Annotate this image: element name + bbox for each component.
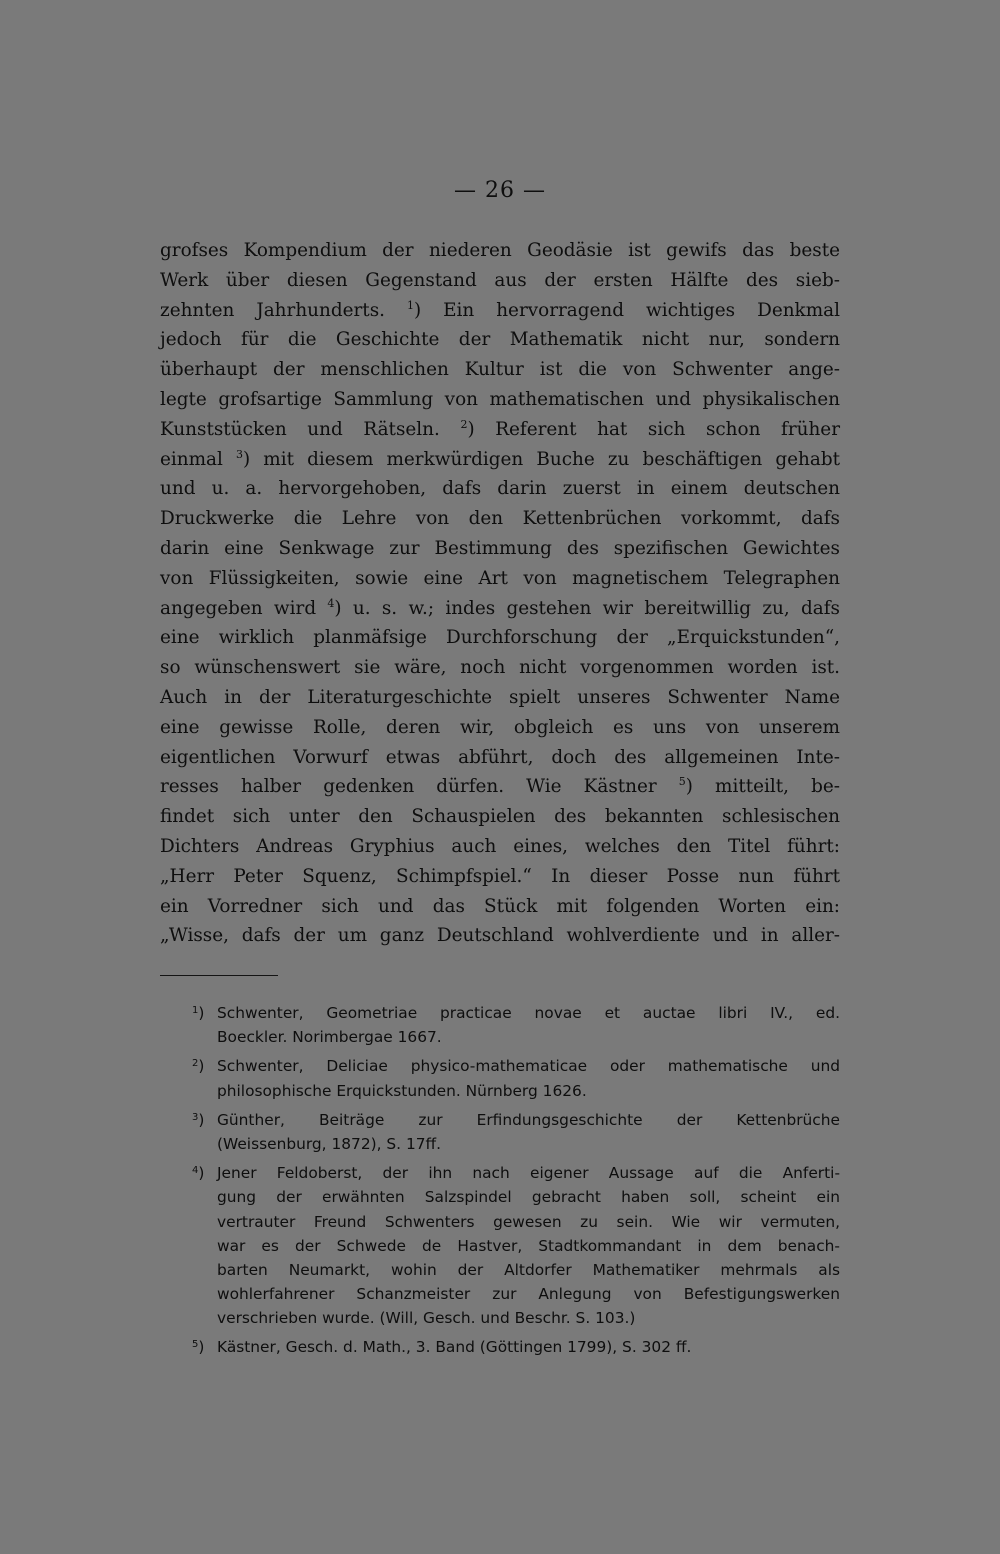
body-line-13-text-b: ) u. s. w.; indes gestehen wir bereitwillig zu, dafs — [334, 597, 840, 619]
body-line-13 — [160, 594, 840, 624]
page-number: — 26 — — [454, 178, 546, 203]
body-line-19 — [160, 772, 840, 802]
footnote-line: barten Neumarkt, wohin der Altdorfer Mathematiker mehrmals als — [217, 1260, 840, 1279]
body-line-17: eine gewisse Rolle, deren wir, obgleich es uns von unserem — [160, 716, 840, 738]
body-line-8 — [160, 445, 840, 475]
body-line-16: Auch in der Literaturgeschichte spielt unseres Schwenter Name — [160, 686, 840, 708]
footnote-marker: $^4$) — [192, 1164, 205, 1183]
body-line-24: „Wisse, dafs der um ganz Deutschland wohlverdiente und in aller- — [160, 925, 840, 947]
footnote-marker: $^3$) — [192, 1110, 205, 1129]
body-line-7 — [160, 415, 840, 445]
body-line-3 — [160, 296, 840, 326]
body-line-3-text-b: ) Ein hervorragend wichtiges Denkmal — [413, 299, 840, 321]
footnote-number: 4 — [192, 1165, 199, 1177]
body-line-2: Werk über diesen Gegenstand aus der ersten Hälfte des sieb- — [160, 269, 840, 291]
body-line-9: und u. a. hervorgehoben, dafs darin zuerst in einem deutschen — [160, 478, 840, 500]
body-line-22: „Herr Peter Squenz, Schimpfspiel.“ In dieser Posse nun führt — [160, 865, 840, 887]
footnote-reference-1: 1 — [406, 298, 414, 312]
footnote-reference-5: 5 — [678, 775, 686, 789]
body-line-3-text-a: zehnten Jahrhunderts. — [160, 299, 385, 321]
body-line-13-text-a: angegeben wird — [160, 597, 317, 619]
footnote-number: 5 — [192, 1339, 199, 1351]
footnote-marker: $^2$) — [192, 1057, 205, 1076]
body-line-1: grofses Kompendium der niederen Geodäsie ist gewifs das beste — [160, 240, 840, 261]
footnote-line: Kästner, Gesch. d. Math., 3. Band (Göttingen 1799), S. 302 ff. — [217, 1338, 692, 1357]
footnote-line: wohlerfahrener Schanzmeister zur Anlegung von Befestigungswerken — [217, 1285, 840, 1304]
body-line-7-text-b: ) Referent hat sich schon früher — [467, 418, 840, 440]
body-line-4: jedoch für die Geschichte der Mathematik nicht nur, sondern — [160, 329, 840, 351]
footnote-line: Schwenter, Geometriae practicae novae et auctae libri IV., ed. — [217, 1004, 840, 1022]
footnote-5 — [160, 1335, 840, 1359]
body-line-10: Druckwerke die Lehre von den Kettenbrüchen vorkommt, dafs — [160, 508, 840, 530]
footnote-2 — [160, 1054, 840, 1102]
footnote-1 — [160, 1001, 840, 1049]
footnote-marker: $^5$) — [192, 1338, 205, 1357]
body-line-20: findet sich unter den Schauspielen des bekannten schlesischen — [160, 806, 840, 828]
footnote-line: Jener Feldoberst, der ihn nach eigener Aussage auf die Anferti- — [217, 1164, 840, 1183]
footnote-line: Günther, Beiträge zur Erfindungsgeschichte der Kettenbrüche — [217, 1110, 840, 1129]
footnote-line: war es der Schwede de Hastver, Stadtkommandant in dem benach- — [217, 1236, 840, 1255]
footnote-number: 2 — [192, 1058, 199, 1070]
body-line-19-text-b: ) mitteilt, be- — [685, 776, 840, 798]
footnote-reference-3: 3 — [236, 447, 244, 461]
body-line-18: eigentlichen Vorwurf etwas abführt, doch des allgemeinen Inte- — [160, 746, 840, 768]
body-line-6: legte grofsartige Sammlung von mathematischen und physikalischen — [160, 388, 840, 410]
footnote-line: (Weissenburg, 1872), S. 17ff. — [217, 1134, 442, 1153]
footnote-line: vertrauter Freund Schwenters gewesen zu sein. Wie wir vermuten, — [217, 1212, 840, 1231]
body-line-14: eine wirklich planmäfsige Durchforschung der „Erquickstunden“, — [160, 627, 840, 649]
body-line-23: ein Vorredner sich und das Stück mit folgenden Worten ein: — [160, 895, 840, 917]
footnotes — [160, 1001, 840, 1360]
body-paragraph — [160, 236, 840, 951]
footnote-marker: $^1$) — [192, 1004, 205, 1022]
body-line-15: so wünschenswert sie wäre, noch nicht vorgenommen worden ist. — [160, 657, 840, 679]
footnote-line: Boeckler. Norimbergae 1667. — [217, 1028, 442, 1047]
body-line-21: Dichters Andreas Gryphius auch eines, welches den Titel führt: — [160, 835, 840, 857]
body-line-8-text-b: ) mit diesem merkwürdigen Buche zu beschäftigen gehabt — [243, 448, 840, 470]
body-line-8-text-a: einmal — [160, 448, 223, 470]
footnote-reference-2: 2 — [460, 417, 468, 431]
body-line-12: von Flüssigkeiten, sowie eine Art von magnetischem Telegraphen — [160, 567, 840, 589]
body-line-5: überhaupt der menschlichen Kultur ist die von Schwenter ange- — [160, 359, 840, 381]
footnote-3 — [160, 1108, 840, 1156]
footnote-number: 3 — [192, 1111, 199, 1123]
body-line-19-text-a: resses halber gedenken dürfen. Wie Kästner — [160, 776, 657, 798]
footnote-line: gung der erwähnten Salzspindel gebracht haben soll, scheint ein — [217, 1188, 840, 1207]
footnote-line: Schwenter, Deliciae physico-mathematicae oder mathematische und — [217, 1057, 840, 1076]
footnote-line: verschrieben wurde. (Will, Gesch. und Beschr. S. 103.) — [217, 1309, 636, 1328]
footnote-number: 1 — [192, 1005, 199, 1016]
footnote-separator-rule — [160, 975, 278, 976]
footnote-4 — [160, 1161, 840, 1330]
footnote-reference-4: 4 — [327, 596, 335, 610]
body-line-7-text-a: Kunststücken und Rätseln. — [160, 418, 440, 440]
footnote-line: philosophische Erquickstunden. Nürnberg 1626. — [217, 1081, 587, 1100]
body-line-11: darin eine Senkwage zur Bestimmung des spezifischen Gewichtes — [160, 537, 840, 559]
